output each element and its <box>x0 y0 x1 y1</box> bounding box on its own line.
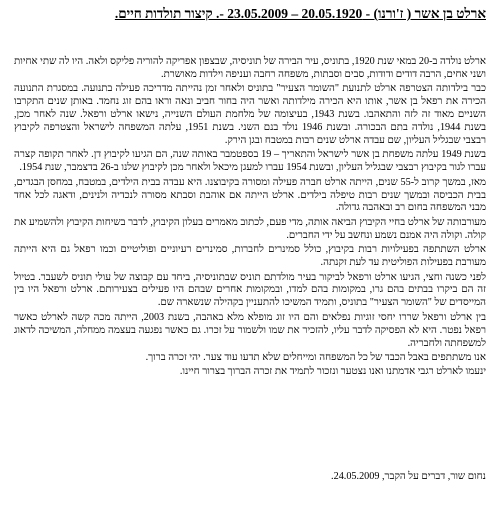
paragraph-farewell: ינעמו לארלט רגבי אדמתנו ואנו נצטער ונזכור לתמיד את זכרה הברוך בצרור חיינו. <box>179 366 486 378</box>
paragraph-activities: ארלט השתתפה בפעילויות רבות בקיבוץ, כולל סמינרים לחברות, סמינרים רעיוניים ופוליטיים וכמו רפאל גם היא הייתה מעורבת בפעילות הפוליטית עד לעת זקנתה. <box>14 244 486 269</box>
paragraph-marriage: בין ארלט ורפאל שררו יחסי זוגיות נפלאים והם היו זוג מופלא מלא באהבה, בשנת 2003, הייתה מכה קשה לארלט כאשר רפאל נפטר. היא לא הפסיקה לדבר עליו, להזכיר את שמו ולשמור על זכרו. גם כאשר נפגעה בעצמה ממחלה, המשיכה לדאוג למשפחתה ולחבריה. <box>14 311 487 349</box>
paragraph-immigration: בשנת 1949 עלתה משפחת בן אשר לישראל והתאריך – 19 בספטמבר באותה שנה, הם הגיעו לקיבוץ דן. לאחר תקופה קצרה עברו לגור בקיבוץ רבצבי שבגליל העליון, ובשנת 1954 עברו למעגן מיכאל ולאחר מכן לקיבוץ שלנו ב-26 בדצמבר, שנת 1954. <box>14 149 487 174</box>
document-body <box>14 56 486 381</box>
paragraph-birth: ארלט נולדה ב-20 במאי שנת 1920, בתוניס, עיר הבירה של תוניסיה, שבצפון אפריקה להוריה פליקס ולאה. היו לה שתי אחיות ושני אחים, הרבה דודים ודודות, סבים וסבתות, משפחה רחבה ועניפה וילדות מאושרת. <box>14 56 486 80</box>
document-title: ארלט בן אשר ( ז'ורנו) - 20.05.1920 – 23.05.2009 -. קיצור תולדות חיים. <box>114 6 486 21</box>
paragraph-visit-tunis: לפני כשנה וחצי, הגיעו ארלט ורפאל לביקור בעיר מולדתם תוניס שבתוניסיה, ביחד עם קבוצה של עולי תוניס לשעבר. בטיול זה הם ביקרו בבתים בהם גרו, במקומות בהם למדו, ובמקומות אחרים שבהם היו פעילים בצעירותם. ארלט ורפאל היו בין המייסדים של "השומר הצעיר" בתוניס, ותמיד המשיכו להתעניין בקהילה שנשארה שם. <box>14 271 486 309</box>
paragraph-youth-movement: כבר בילדותה הצטרפה ארלט לתנועת "השומר הצעיר" בתוניס ולאחר זמן נהייתה מדריכה פעילה בתנועה. במסגרת התנועה הכירה את רפאל בן אשר, אותו היא הכירה מילדותה ואשר היה בחור חביב ונאה וראו בהם זוג נחמד. באותן שנים התקרבו השניים מאוד זה לזה והתאהבו. בשנת 1943, בעיצומה של מלחמת העולם השנייה, נישאו ארלט ורפאל. שנה לאחר מכן, בשנת 1944, נולדה בתם הבכורה. ובשנת 1946 נולד בנם השני. בשנת 1951, עלתה המשפחה לישראל והצטרפה לקיבוץ רבצבי שבגליל העליון, שם עבדה ארלט שנים רבות במטבח ובגן הירק. <box>14 83 486 146</box>
document-signature: נחום שור, דברים על הקבר, 24.05.2009. <box>331 471 486 482</box>
paragraph-kibbutz-life: מאז, במשך קרוב ל-55 שנים, הייתה ארלט חברה פעילה ומסורה בקיבוצנו. היא עבדה בבית הילדים, במטבח, במחסן הבגדים, בבית הכביסה ובמשך שנים רבות טיפלה בילדים. ארלט הייתה אם אוהבת וסבתא מסורה לנכדיה ולנינים, ודאגה לכל אחד מבני המשפחה בחום רב ובאהבה גדולה. <box>14 176 487 214</box>
paragraph-condolence: אנו משתתפים באבל הכבד של כל המשפחה ומייחלים שלא תדעו עוד צער. יהי זכרה ברוך. <box>145 351 486 363</box>
paragraph-community-voice: מעורבותה של ארלט בחיי הקיבוץ הביאה אותה, מדי פעם, לכתוב מאמרים בעלון הקיבוץ, לדבר בשיחות הקיבוץ ולהשמיע את קולה. וקולה היה אמנם נשמע ונחשב על ידי החברים. <box>14 216 486 241</box>
